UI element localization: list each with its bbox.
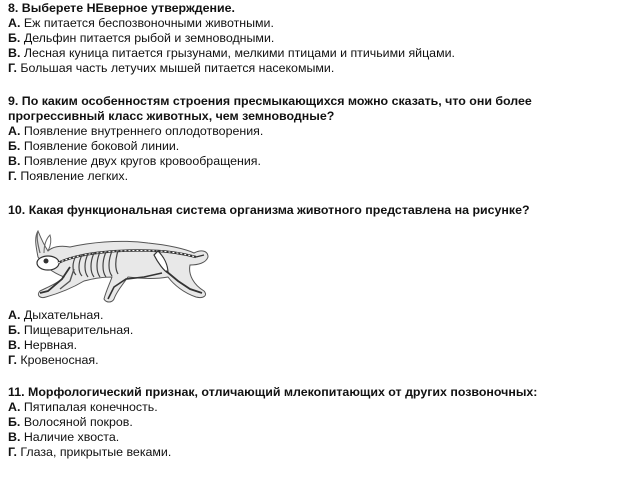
question-10 [8, 203, 623, 218]
option-letter: А. [8, 124, 21, 138]
question-text-line-1: По каким особенностям строения пресмыкающихся можно сказать, что они более [21, 94, 532, 108]
question-text-line-2: прогрессивный класс животных, чем земноводные? [8, 109, 335, 123]
answer-option [8, 400, 623, 415]
answer-option [8, 169, 623, 184]
option-text: Наличие хвоста. [23, 430, 120, 444]
answer-option [8, 338, 623, 353]
option-letter: Б. [8, 415, 21, 429]
rabbit-skeleton-icon [18, 227, 214, 307]
option-text: Еж питается беспозвоночными животными. [23, 16, 274, 30]
question-text: Морфологический признак, отличающий млекопитающих от других позвоночных: [28, 385, 538, 399]
answer-option [8, 415, 623, 430]
option-text: Появление внутреннего оплодотворения. [23, 124, 264, 138]
option-text: Нервная. [23, 338, 78, 352]
option-letter: В. [8, 430, 21, 444]
question-text: Выберете НЕверное утверждение. [21, 1, 235, 15]
question-number: 8. [8, 1, 19, 15]
rabbit-skeleton-figure [18, 227, 214, 307]
option-text: Дыхательная. [23, 308, 104, 322]
question-title [8, 1, 623, 16]
option-text: Появление двух кругов кровообращения. [23, 154, 261, 168]
answer-option [8, 139, 623, 154]
option-text: Большая часть летучих мышей питается насекомыми. [20, 61, 335, 75]
answer-option [8, 308, 623, 323]
answer-option [8, 353, 623, 368]
question-title [8, 385, 623, 400]
question-9 [8, 94, 623, 184]
option-letter: А. [8, 400, 21, 414]
option-text: Появление легких. [20, 169, 129, 183]
answer-option [8, 46, 623, 61]
option-letter: А. [8, 16, 21, 30]
option-letter: В. [8, 338, 21, 352]
answer-option [8, 430, 623, 445]
rabbit-eye-socket [44, 259, 49, 264]
option-text: Пищеварительная. [23, 323, 134, 337]
question-text: Какая функциональная система организма животного представлена на рисунке? [28, 203, 530, 217]
option-text: Лесная куница питается грызунами, мелкими птицами и птичьими яйцами. [23, 46, 455, 60]
option-letter: Б. [8, 31, 21, 45]
option-text: Дельфин питается рыбой и земноводными. [23, 31, 275, 45]
question-10-options [8, 308, 623, 368]
option-text: Пятипалая конечность. [23, 400, 158, 414]
question-title-continued [8, 109, 623, 124]
question-11 [8, 385, 623, 460]
answer-option [8, 31, 623, 46]
option-letter: Г. [8, 61, 17, 75]
answer-option [8, 445, 623, 460]
option-text: Глаза, прикрытые веками. [20, 445, 172, 459]
question-number: 11. [8, 385, 25, 399]
option-letter: А. [8, 308, 21, 322]
option-letter: Г. [8, 445, 17, 459]
question-number: 10. [8, 203, 26, 217]
rabbit-body-outline [36, 231, 208, 302]
option-letter: Г. [8, 353, 17, 367]
answer-option [8, 323, 623, 338]
rabbit-skull [37, 256, 59, 270]
answer-option [8, 61, 623, 76]
question-title [8, 94, 623, 109]
option-text: Появление боковой линии. [23, 139, 180, 153]
option-letter: В. [8, 154, 21, 168]
answer-option [8, 124, 623, 139]
answer-option [8, 16, 623, 31]
option-letter: Б. [8, 139, 21, 153]
question-number: 9. [8, 94, 19, 108]
option-letter: Б. [8, 323, 21, 337]
question-8 [8, 1, 623, 76]
option-letter: В. [8, 46, 21, 60]
question-title [8, 203, 623, 218]
answer-option [8, 154, 623, 169]
option-letter: Г. [8, 169, 17, 183]
option-text: Волосяной покров. [23, 415, 133, 429]
option-text: Кровеносная. [20, 353, 99, 367]
